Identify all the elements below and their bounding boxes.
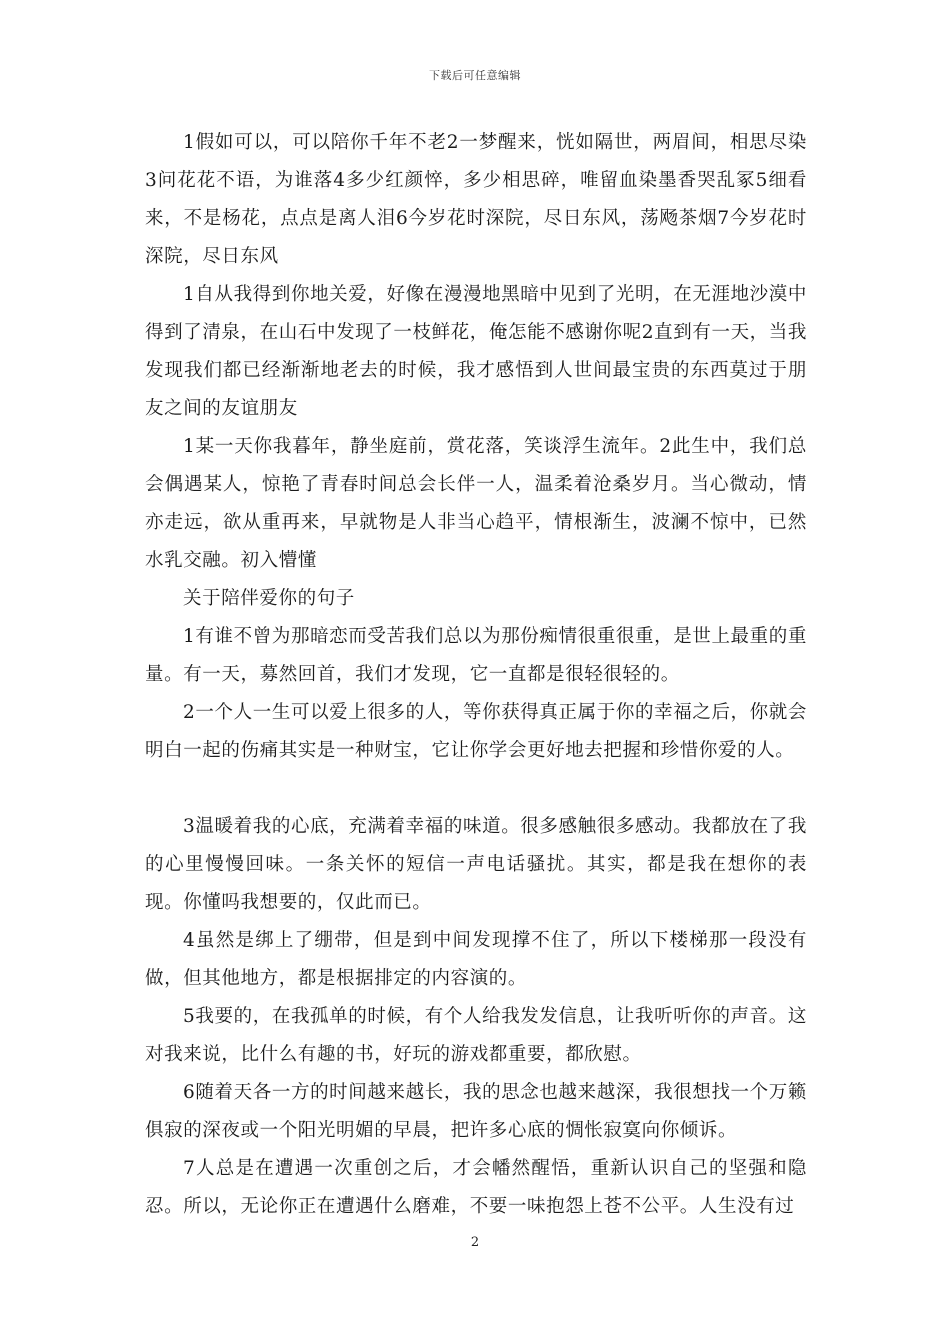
paragraph: 1某一天你我暮年，静坐庭前，赏花落，笑谈浮生流年。2此生中，我们总会偶遇某人，惊艳了青春时间总会长伴一人，温柔着沧桑岁月。当心微动，情亦走远，欲从重再来，早就物是人非当心趋平，情根渐生，波澜不惊中，已然水乳交融。初入懵懂: [145, 436, 807, 571]
document-body: [145, 124, 807, 1226]
paragraph: 6随着天各一方的时间越来越长，我的思念也越来越深，我很想找一个万籁俱寂的深夜或一个阳光明媚的早晨，把许多心底的惆怅寂寞向你倾诉。: [145, 1082, 807, 1141]
paragraph: 3温暖着我的心底，充满着幸福的味道。很多感触很多感动。我都放在了我的心里慢慢回味。一条关怀的短信一声电话骚扰。其实，都是我在想你的表现。你懂吗我想要的，仅此而已。: [145, 816, 807, 913]
paragraph: 2一个人一生可以爱上很多的人，等你获得真正属于你的幸福之后，你就会明白一起的伤痛其实是一种财宝，它让你学会更好地去把握和珍惜你爱的人。: [145, 702, 807, 761]
paragraph: 4虽然是绑上了绷带，但是到中间发现撑不住了，所以下楼梯那一段没有做，但其他地方，都是根据排定的内容演的。: [145, 930, 807, 989]
paragraph: 7人总是在遭遇一次重创之后，才会幡然醒悟，重新认识自己的坚强和隐忍。所以，无论你正在遭遇什么磨难，不要一味抱怨上苍不公平。人生没有过: [145, 1158, 807, 1217]
paragraph: 5我要的，在我孤单的时候，有个人给我发发信息，让我听听你的声音。这对我来说，比什么有趣的书，好玩的游戏都重要，都欣慰。: [145, 1006, 807, 1065]
page-number: 2: [470, 1235, 480, 1250]
paragraph: 1自从我得到你地关爱，好像在漫漫地黑暗中见到了光明，在无涯地沙漠中得到了清泉，在山石中发现了一枝鲜花，俺怎能不感谢你呢2直到有一天，当我发现我们都已经渐渐地老去的时候，我才感悟到人世间最宝贵的东西莫过于朋友之间的友谊朋友: [145, 284, 807, 419]
section-heading: 关于陪伴爱你的句子: [183, 588, 355, 609]
header-note: 下载后可任意编辑: [429, 69, 521, 82]
paragraph: 1假如可以，可以陪你千年不老2一梦醒来，恍如隔世，两眉间，相思尽染3问花花不语，为谁落4多少红颜悴，多少相思碎，唯留血染墨香哭乱冢5细看来，不是杨花，点点是离人泪6今岁花时深院，尽日东风，荡飏茶烟7今岁花时深院，尽日东风: [145, 132, 807, 267]
paragraph: 1有谁不曾为那暗恋而受苦我们总以为那份痴情很重很重，是世上最重的重量。有一天，募然回首，我们才发现，它一直都是很轻很轻的。: [145, 626, 807, 685]
